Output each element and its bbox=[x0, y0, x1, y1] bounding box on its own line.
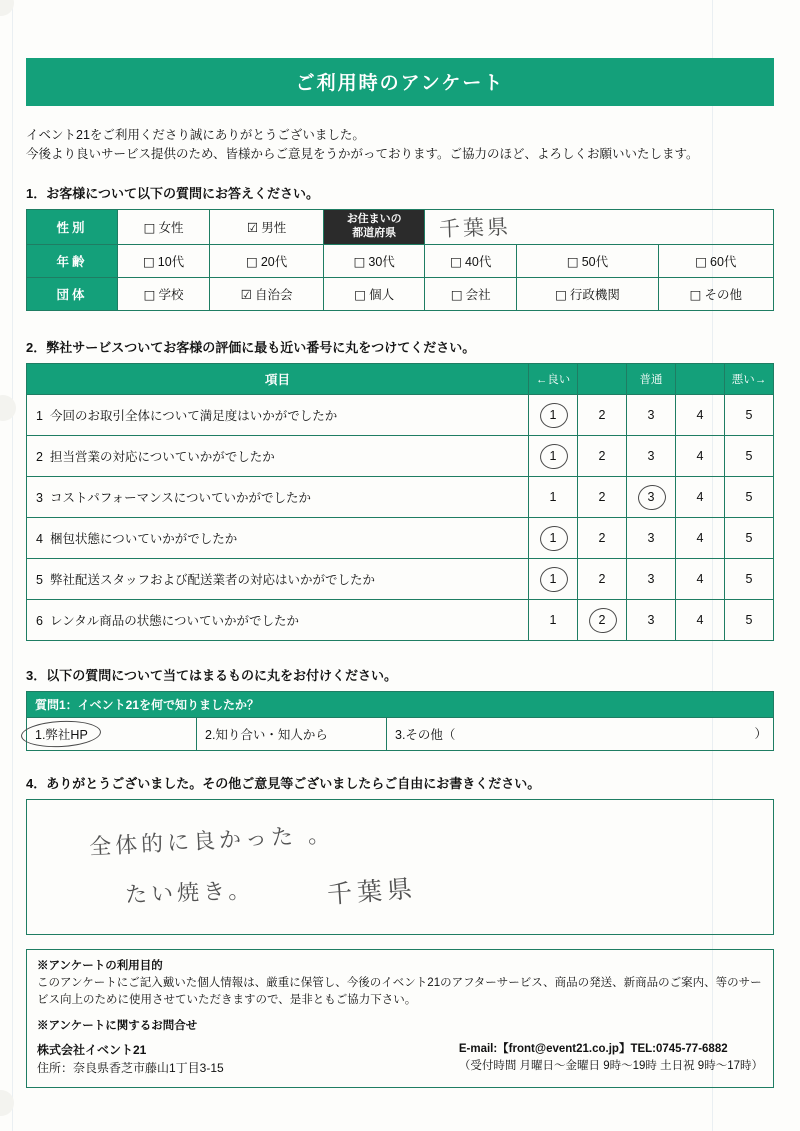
rating-cell-4[interactable]: 4 bbox=[676, 394, 725, 435]
rating-cell-2[interactable]: 2 bbox=[578, 599, 627, 640]
rating-cell-3[interactable]: 3 bbox=[627, 599, 676, 640]
question-number: 6 bbox=[36, 613, 43, 628]
checkbox-icon: □ bbox=[143, 286, 156, 302]
footer-purpose-body: このアンケートにご記入戴いた個人情報は、厳重に保管し、今後のイベント21のアフターサービス、商品の発送、新商品のご案内、等のサービス向上のために使用させていただきますので、是非ともご協力下さい。 bbox=[37, 977, 762, 1007]
answer-label: 3.その他（ bbox=[395, 727, 456, 742]
scan-line-left bbox=[12, 0, 13, 1131]
answer-label: 2.知り合い・知人から bbox=[205, 727, 328, 742]
section-3-heading: 3．以下の質問について当てはまるものに丸をお付けください。 bbox=[26, 667, 397, 683]
rating-cell-1[interactable]: 1 bbox=[529, 558, 578, 599]
footer-company-name: 株式会社イベント21 bbox=[37, 1042, 147, 1057]
question-number: 3 bbox=[36, 490, 43, 505]
rating-cell-1[interactable]: 1 bbox=[529, 599, 578, 640]
age-option-60s[interactable] bbox=[658, 244, 773, 277]
rating-cell-3[interactable]: 3 bbox=[627, 558, 676, 599]
footer-email-tel: E-mail:【front@event21.co.jp】TEL:0745-77-6882 bbox=[458, 1042, 728, 1055]
table-row bbox=[27, 558, 774, 599]
group-option-individual[interactable] bbox=[324, 277, 425, 310]
rating-cell-3[interactable]: 3 bbox=[627, 435, 676, 476]
intro-line-1: イベント21をご利用くださり誠にありがとうございました。 bbox=[26, 128, 365, 142]
question-1-answers-table bbox=[26, 717, 774, 751]
table-row-gender bbox=[27, 209, 774, 244]
intro-text bbox=[26, 126, 774, 165]
rating-cell-4[interactable]: 4 bbox=[676, 558, 725, 599]
group-option-other[interactable] bbox=[658, 277, 773, 310]
footer-company-block bbox=[37, 1041, 224, 1077]
question-1-banner: 質問1：イベント21を何で知りましたか？ bbox=[26, 691, 774, 717]
rating-cell-2[interactable]: 2 bbox=[578, 517, 627, 558]
free-comment-field[interactable] bbox=[26, 799, 774, 935]
rating-cell-1[interactable]: 1 bbox=[529, 517, 578, 558]
age-option-50s[interactable] bbox=[517, 244, 658, 277]
rating-cell-4[interactable]: 4 bbox=[676, 435, 725, 476]
table-row bbox=[27, 435, 774, 476]
age-option-30s[interactable] bbox=[324, 244, 425, 277]
rating-cell-3[interactable]: 3 bbox=[627, 476, 676, 517]
footer-notice bbox=[26, 949, 774, 1088]
rating-cell-5[interactable]: 5 bbox=[725, 394, 774, 435]
rating-cell-1[interactable]: 1 bbox=[529, 476, 578, 517]
table-row bbox=[27, 394, 774, 435]
option-label: その他 bbox=[704, 287, 742, 302]
rating-cell-5[interactable]: 5 bbox=[725, 476, 774, 517]
option-label: 個人 bbox=[369, 287, 395, 302]
comment-handwriting-line-1: 全体的に良かった 。 bbox=[88, 822, 335, 861]
checkbox-icon: □ bbox=[450, 286, 463, 302]
rating-cell-5[interactable]: 5 bbox=[725, 558, 774, 599]
prefecture-handwriting: 千葉県 bbox=[438, 214, 512, 241]
option-label: 女性 bbox=[158, 220, 184, 235]
question-text bbox=[27, 476, 529, 517]
option-label: 自治会 bbox=[255, 287, 293, 302]
rating-cell-5[interactable]: 5 bbox=[725, 435, 774, 476]
gender-option-male[interactable] bbox=[210, 209, 324, 244]
column-header-spacer-2 bbox=[676, 363, 725, 394]
rating-cell-4[interactable]: 4 bbox=[676, 476, 725, 517]
footer-address: 住所：奈良県香芝市藤山1丁目3-15 bbox=[37, 1060, 224, 1075]
column-header-item: 項目 bbox=[27, 363, 529, 394]
table-row-age bbox=[27, 244, 774, 277]
service-rating-table bbox=[26, 363, 774, 641]
comment-handwriting-line-3: 千葉県 bbox=[326, 873, 419, 909]
section-2-heading: 2．弊社サービスついてお客様の評価に最も近い番号に丸をつけてください。 bbox=[26, 339, 476, 355]
rating-cell-2[interactable]: 2 bbox=[578, 394, 627, 435]
prefecture-label-line1: お住まいの bbox=[346, 213, 402, 225]
question-number: 4 bbox=[36, 531, 43, 546]
table-header-row bbox=[27, 363, 774, 394]
table-row bbox=[27, 717, 774, 750]
footer-contact-title: ※アンケートに関するお問合せ bbox=[37, 1019, 198, 1032]
checkbox-icon: □ bbox=[555, 286, 567, 302]
checkbox-icon: □ bbox=[695, 253, 708, 269]
rating-cell-3[interactable]: 3 bbox=[627, 517, 676, 558]
option-label: 行政機関 bbox=[569, 287, 620, 302]
question-number: 1 bbox=[36, 408, 43, 423]
prefecture-label-line2: 都道府県 bbox=[352, 226, 397, 239]
question-label: 担当営業の対応についていかがでしたか bbox=[50, 449, 275, 464]
section-1-heading: 1．お客様について以下の質問にお答えください。 bbox=[26, 185, 319, 201]
question-label: 梱包状態についていかがでしたか bbox=[50, 531, 238, 546]
section-4-heading: 4．ありがとうございました。その他ご意見等ございましたらご自由にお書きください。 bbox=[26, 775, 541, 791]
column-header-normal: 普通 bbox=[627, 363, 676, 394]
table-row bbox=[27, 517, 774, 558]
age-option-20s[interactable] bbox=[210, 244, 324, 277]
rating-cell-4[interactable]: 4 bbox=[676, 599, 725, 640]
checkbox-icon: □ bbox=[353, 253, 366, 269]
footer-contact-details bbox=[459, 1041, 763, 1077]
group-option-neighborhood[interactable] bbox=[210, 277, 324, 310]
question-text bbox=[27, 517, 529, 558]
question-text bbox=[27, 435, 529, 476]
question-label: コストパフォーマンスについていかがでしたか bbox=[50, 490, 312, 505]
checkbox-checked-icon: ☑ bbox=[247, 219, 259, 235]
option-label: 60代 bbox=[710, 254, 737, 269]
option-label: 50代 bbox=[581, 254, 609, 269]
answer-close-paren: ） bbox=[754, 726, 767, 741]
rating-cell-2[interactable]: 2 bbox=[578, 558, 627, 599]
age-option-10s[interactable] bbox=[118, 244, 210, 277]
question-number: 5 bbox=[36, 572, 43, 587]
option-label: 30代 bbox=[368, 254, 395, 269]
page-title: ご利用時のアンケート bbox=[26, 58, 774, 106]
row-label-gender: 性別 bbox=[27, 209, 118, 244]
checkbox-icon: □ bbox=[354, 286, 367, 302]
row-label-group: 団体 bbox=[27, 277, 118, 310]
rating-cell-2[interactable]: 2 bbox=[578, 435, 627, 476]
question-label: 今回のお取引全体について満足度はいかがでしたか bbox=[50, 408, 338, 423]
column-header-bad: 悪い→ bbox=[725, 363, 774, 394]
rating-cell-1[interactable]: 1 bbox=[529, 394, 578, 435]
question-text bbox=[27, 599, 529, 640]
group-option-company[interactable] bbox=[425, 277, 517, 310]
comment-handwriting-line-2: たい焼き。 bbox=[124, 878, 255, 908]
question-label: 弊社配送スタッフおよび配送業者の対応はいかがでしたか bbox=[50, 572, 376, 587]
answer-option-website[interactable] bbox=[27, 717, 197, 750]
question-text bbox=[27, 558, 529, 599]
rating-cell-5[interactable]: 5 bbox=[725, 517, 774, 558]
table-row bbox=[27, 476, 774, 517]
prefecture-value-field[interactable] bbox=[425, 209, 774, 244]
question-text bbox=[27, 394, 529, 435]
age-option-40s[interactable] bbox=[425, 244, 517, 277]
group-option-government[interactable] bbox=[517, 277, 658, 310]
option-label: 男性 bbox=[261, 220, 287, 235]
answer-option-word-of-mouth[interactable] bbox=[197, 717, 387, 750]
checkbox-checked-icon: ☑ bbox=[240, 286, 253, 302]
answer-label: 1.弊社HP bbox=[35, 727, 88, 742]
table-row bbox=[27, 599, 774, 640]
prefecture-label bbox=[324, 209, 425, 244]
rating-cell-1[interactable]: 1 bbox=[529, 435, 578, 476]
customer-info-table bbox=[26, 209, 774, 311]
option-label: 学校 bbox=[158, 287, 184, 302]
gender-option-female[interactable] bbox=[118, 209, 210, 244]
column-header-spacer-1 bbox=[578, 363, 627, 394]
row-label-age: 年齢 bbox=[27, 244, 118, 277]
footer-contact-block bbox=[37, 1041, 763, 1077]
question-label: レンタル商品の状態についていかがでしたか bbox=[50, 613, 299, 628]
rating-cell-3[interactable]: 3 bbox=[627, 394, 676, 435]
intro-line-2: 今後より良いサービス提供のため、皆様からご意見をうかがっております。ご協力のほど、よろしくお願いいたします。 bbox=[26, 147, 699, 162]
page-corner-mid-left bbox=[0, 395, 16, 421]
checkbox-icon: □ bbox=[142, 253, 155, 269]
checkbox-icon: □ bbox=[143, 219, 156, 235]
group-option-school[interactable] bbox=[118, 277, 210, 310]
option-label: 40代 bbox=[464, 254, 492, 269]
footer-purpose-title: ※アンケートの利用目的 bbox=[37, 959, 163, 972]
answer-option-other[interactable] bbox=[387, 717, 774, 750]
checkbox-icon: □ bbox=[450, 253, 462, 269]
option-label: 会社 bbox=[465, 287, 491, 302]
column-header-good: ←良い bbox=[529, 363, 578, 394]
rating-cell-4[interactable]: 4 bbox=[676, 517, 725, 558]
rating-cell-2[interactable]: 2 bbox=[578, 476, 627, 517]
checkbox-icon: □ bbox=[689, 286, 702, 302]
checkbox-icon: □ bbox=[246, 253, 258, 269]
footer-hours: （受付時間 月曜日～金曜日 9時～19時 土日祝 9時～17時） bbox=[458, 1060, 763, 1072]
rating-cell-5[interactable]: 5 bbox=[725, 599, 774, 640]
checkbox-icon: □ bbox=[566, 253, 579, 269]
table-row-group bbox=[27, 277, 774, 310]
option-label: 20代 bbox=[260, 254, 288, 269]
option-label: 10代 bbox=[157, 254, 185, 269]
question-number: 2 bbox=[36, 449, 43, 464]
